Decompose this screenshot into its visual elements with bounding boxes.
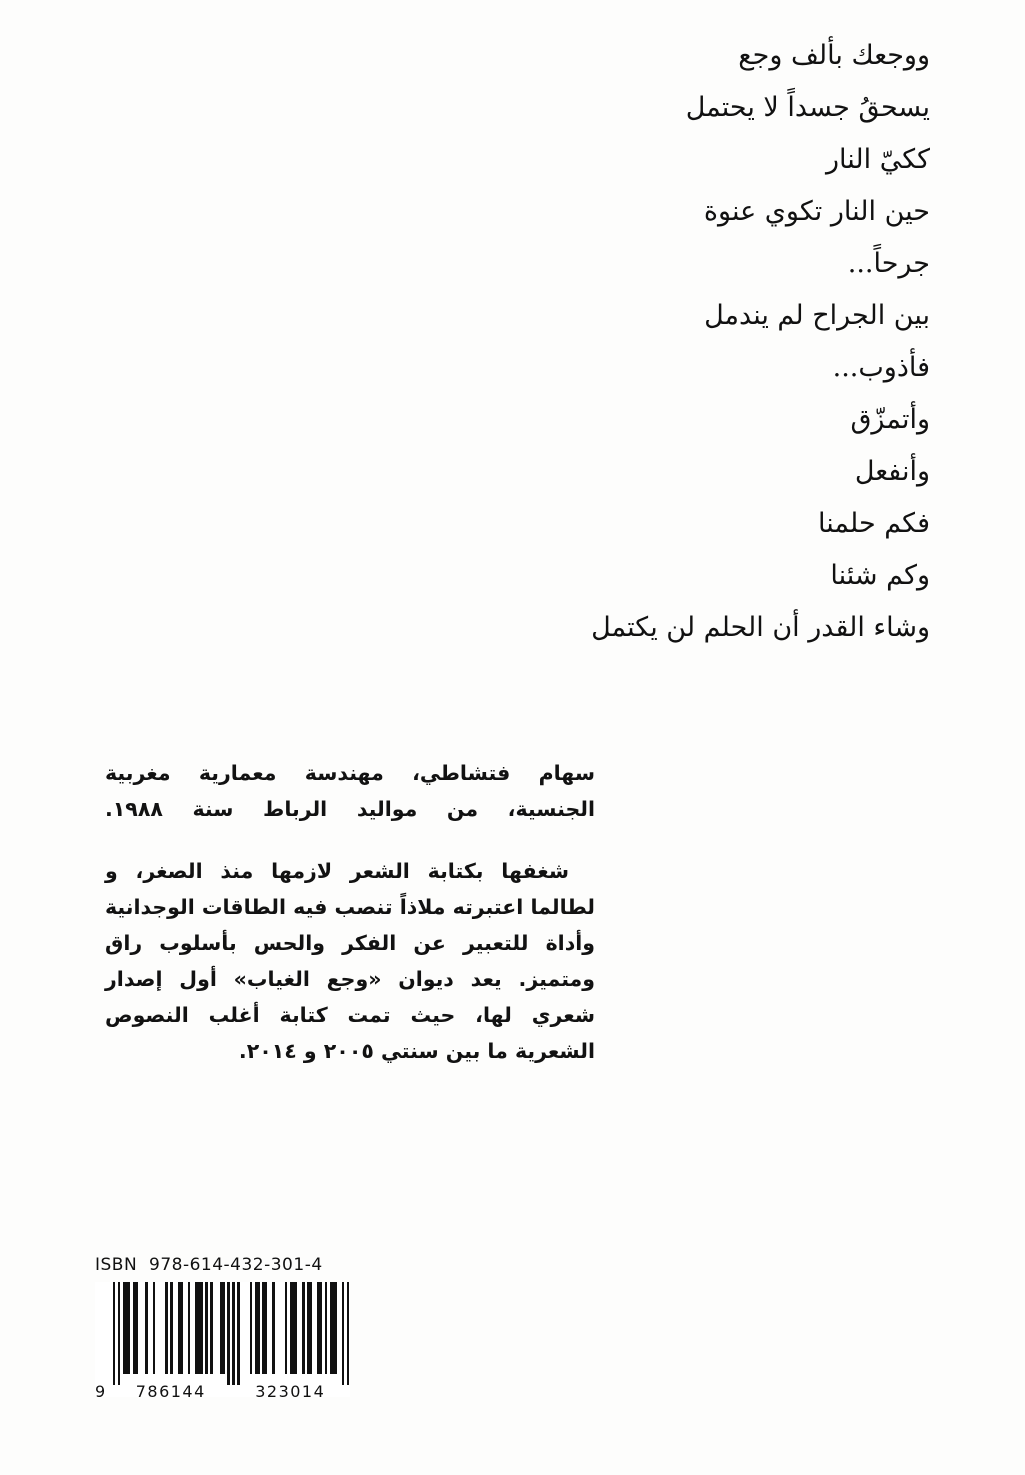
poem-line: حين النار تكوي عنوة	[703, 196, 930, 227]
poem-line: يسحقُ جسداً لا يحتمل	[685, 92, 930, 123]
poem-line: فكم حلمنا	[818, 508, 930, 539]
poem-line: وأتمزّق	[850, 404, 930, 435]
poem-line: ككيّ النار	[826, 144, 930, 175]
poem-block	[110, 30, 930, 654]
poem-line: ووجعك بألف وجع	[738, 40, 930, 71]
poem-line: فأذوب...	[832, 352, 930, 383]
isbn-value: 978-614-432-301-4	[149, 1255, 323, 1275]
poem-line: وشاء القدر أن الحلم لن يكتمل	[591, 612, 930, 643]
barcode-right-digits: 323014	[255, 1382, 326, 1401]
author-bio-block	[105, 755, 595, 1095]
isbn-text	[95, 1255, 365, 1275]
poem-line: جرحاً...	[847, 248, 930, 279]
barcode-image	[95, 1282, 350, 1401]
bio-paragraph: شغفها بكتابة الشعر لازمها منذ الصغر، و لطالما اعتبرته ملاذاً تنصب فيه الطاقات الوجدانية وأداة للتعبير عن الفكر والحس بأسلوب راق ومتميز. يعد ديوان «وجع الغياب» أول إصدار شعري لها، حيث تمت كتابة أغلب النصوص الشعرية ما بين سنتي ٢٠٠٥ و ٢٠١٤.	[105, 859, 595, 1063]
barcode-left-digits: 786144	[135, 1382, 206, 1401]
isbn-label: ISBN	[95, 1255, 138, 1275]
barcode-bars	[113, 1282, 350, 1382]
barcode-digits	[95, 1382, 350, 1401]
poem-line: وكم شئنا	[830, 560, 930, 591]
poem-line: بين الجراح لم يندمل	[704, 300, 930, 331]
barcode-lead-digit: 9	[95, 1382, 107, 1401]
bio-paragraph: سهام فتشاطي، مهندسة معمارية مغربية الجنسية، من مواليد الرباط سنة ١٩٨٨.	[105, 761, 595, 821]
isbn-barcode-block	[95, 1255, 365, 1401]
poem-line: وأنفعل	[854, 456, 930, 487]
